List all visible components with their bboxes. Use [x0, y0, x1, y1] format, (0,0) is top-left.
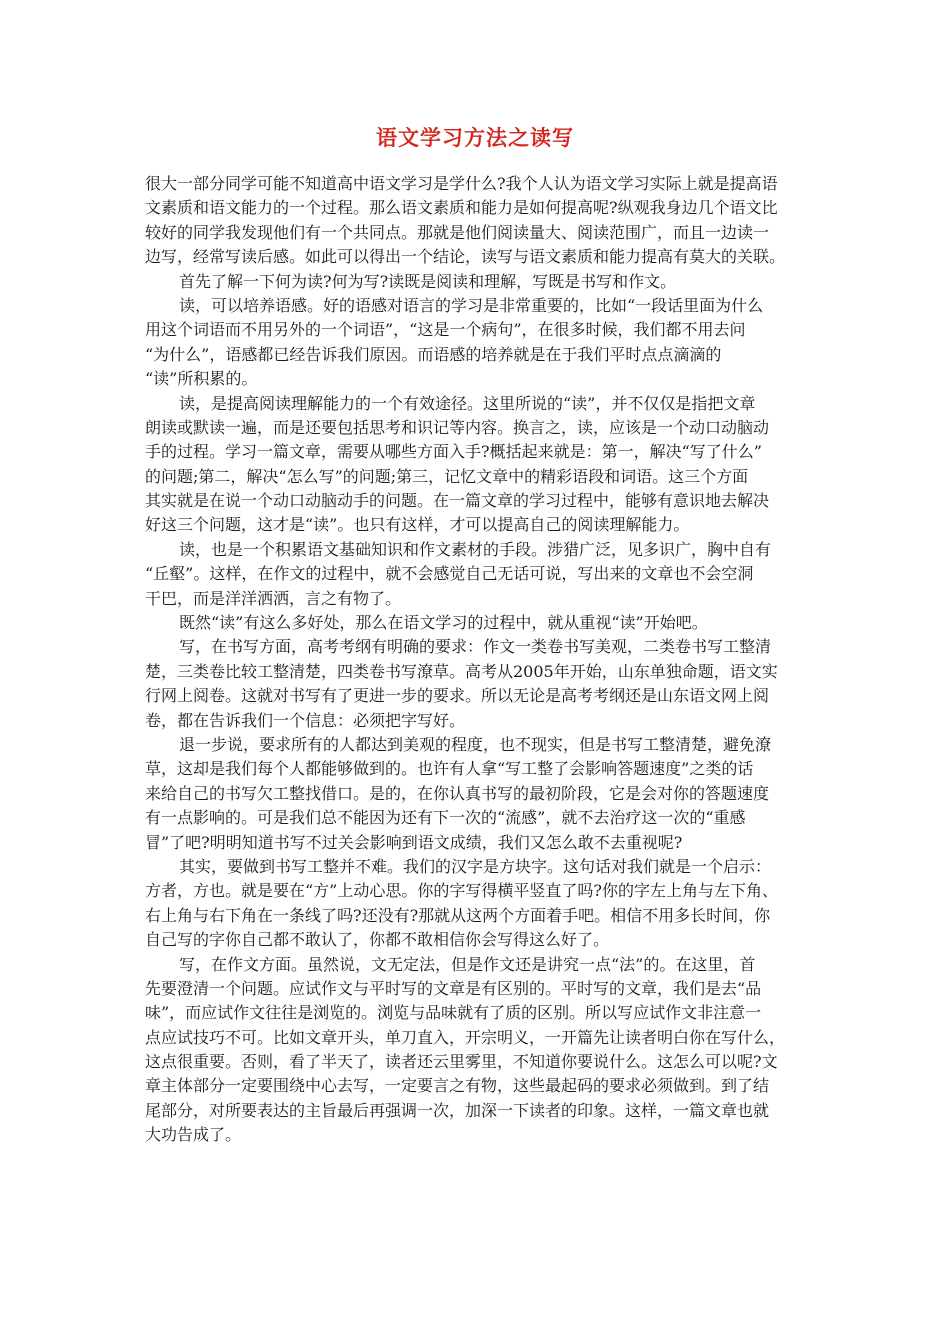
text-line: 边写，经常写读后感。如此可以得出一个结论，读写与语文素质和能力提高有莫大的关联。 — [145, 247, 786, 267]
text-line: 这点很重要。否则，看了半天了，读者还云里雾里，不知道你要说什么。这怎么可以呢?文 — [145, 1052, 778, 1072]
text-line: 写，在作文方面。虽然说，文无定法，但是作文还是讲究一点“法”的。在这里，首 — [179, 954, 756, 974]
page-title: 语文学习方法之读写 — [376, 125, 574, 150]
text-line: 来给自己的书写欠工整找借口。是的，在你认真书写的最初阶段，它是会对你的答题速度 — [145, 783, 770, 803]
text-line: 右上角与右下角在一条线了吗?还没有?那就从这两个方面着手吧。相信不用多长时间，你 — [145, 905, 771, 925]
text-line: 写，在书写方面，高考考纲有明确的要求：作文一类卷书写美观，二类卷书写工整清 — [179, 637, 772, 657]
text-line: 退一步说，要求所有的人都达到美观的程度，也不现实，但是书写工整清楚，避免潦 — [179, 734, 772, 754]
text-line: 好这三个问题，这才是“读”。也只有这样，才可以提高自己的阅读理解能力。 — [145, 515, 690, 535]
text-line: 读，也是一个积累语文基础知识和作文素材的手段。涉猎广泛，见多识广，胸中自有 — [179, 539, 772, 559]
text-line: “读”所积累的。 — [145, 369, 258, 389]
text-line: 读，可以培养语感。好的语感对语言的学习是非常重要的，比如“一段话里面为什么 — [179, 295, 764, 315]
article-body — [145, 172, 825, 1148]
text-line: “丘壑”。这样，在作文的过程中，就不会感觉自己无话可说，写出来的文章也不会空洞 — [145, 564, 754, 584]
text-line: 文素质和语文能力的一个过程。那么语文素质和能力是如何提高呢?纵观我身边几个语文比 — [145, 198, 778, 218]
text-line: 冒”了吧?明明知道书写不过关会影响到语文成绩，我们又怎么敢不去重视呢? — [145, 832, 683, 852]
text-line: 卷，都在告诉我们一个信息：必须把字写好。 — [145, 710, 466, 730]
text-line: 其实就是在说一个动口动脑动手的问题。在一篇文章的学习过程中，能够有意识地去解决 — [145, 491, 770, 511]
text-line: 自己写的字你自己都不敢认了，你都不敢相信你会写得这么好了。 — [145, 930, 610, 950]
text-line: 用这个词语而不用另外的一个词语”，“这是一个病句”，在很多时候，我们都不用去问 — [145, 320, 746, 340]
text-line: 行网上阅卷。这就对书写有了更进一步的要求。所以无论是高考考纲还是山东语文网上阅 — [145, 686, 770, 706]
text-line: 读，是提高阅读理解能力的一个有效途径。这里所说的“读”，并不仅仅是指把文章 — [179, 393, 756, 413]
text-line: 干巴，而是洋洋洒洒，言之有物了。 — [145, 588, 402, 608]
text-line: 有一点影响的。可是我们总不能因为还有下一次的“流感”，就不去治疗这一次的“重感 — [145, 808, 746, 828]
text-line: 方者，方也。就是要在“方”上动心思。你的字写得横平竖直了吗?你的字左上角与左下角、 — [145, 881, 778, 901]
text-line: 楚，三类卷比较工整清楚，四类卷书写潦草。高考从2005年开始，山东单独命题，语文实 — [145, 661, 778, 681]
text-line: “为什么”，语感都已经告诉我们原因。而语感的培养就是在于我们平时点点滴滴的 — [145, 344, 722, 364]
text-line: 的问题;第二，解决“怎么写”的问题;第三，记忆文章中的精彩语段和词语。这三个方面 — [145, 466, 749, 486]
text-line: 味”，而应试作文往往是浏览的。浏览与品味就有了质的区别。所以写应试作文非注意一 — [145, 1003, 762, 1023]
text-line: 大功告成了。 — [145, 1125, 242, 1145]
text-line: 朗读或默读一遍，而是还要包括思考和识记等内容。换言之，读，应该是一个动口动脑动 — [145, 417, 770, 437]
text-line: 其实，要做到书写工整并不难。我们的汉字是方块字。这句话对我们就是一个启示： — [179, 856, 772, 876]
text-line: 较好的同学我发现他们有一个共同点。那就是他们阅读量大、阅读范围广，而且一边读一 — [145, 222, 770, 242]
text-line: 很大一部分同学可能不知道高中语文学习是学什么?我个人认为语文学习实际上就是提高语 — [145, 174, 778, 193]
text-line: 尾部分，对所要表达的主旨最后再强调一次，加深一下读者的印象。这样，一篇文章也就 — [145, 1100, 770, 1120]
text-line: 草，这却是我们每个人都能够做到的。也许有人拿“写工整了会影响答题速度”之类的话 — [145, 759, 754, 779]
text-line: 点应试技巧不可。比如文章开头，单刀直入，开宗明义，一开篇先让读者明白你在写什么， — [145, 1027, 786, 1047]
text-line: 章主体部分一定要围绕中心去写，一定要言之有物，这些最起码的要求必须做到。到了结 — [145, 1076, 770, 1096]
text-line: 既然“读”有这么多好处，那么在语文学习的过程中，就从重视“读”开始吧。 — [179, 613, 708, 633]
text-line: 手的过程。学习一篇文章，需要从哪些方面入手?概括起来就是：第一，解决“写了什么” — [145, 442, 762, 462]
text-line: 首先了解一下何为读?何为写?读既是阅读和理解，写既是书写和作文。 — [179, 271, 677, 291]
text-line: 先要澄清一个问题。应试作文与平时写的文章是有区别的。平时写的文章，我们是去“品 — [145, 978, 762, 998]
